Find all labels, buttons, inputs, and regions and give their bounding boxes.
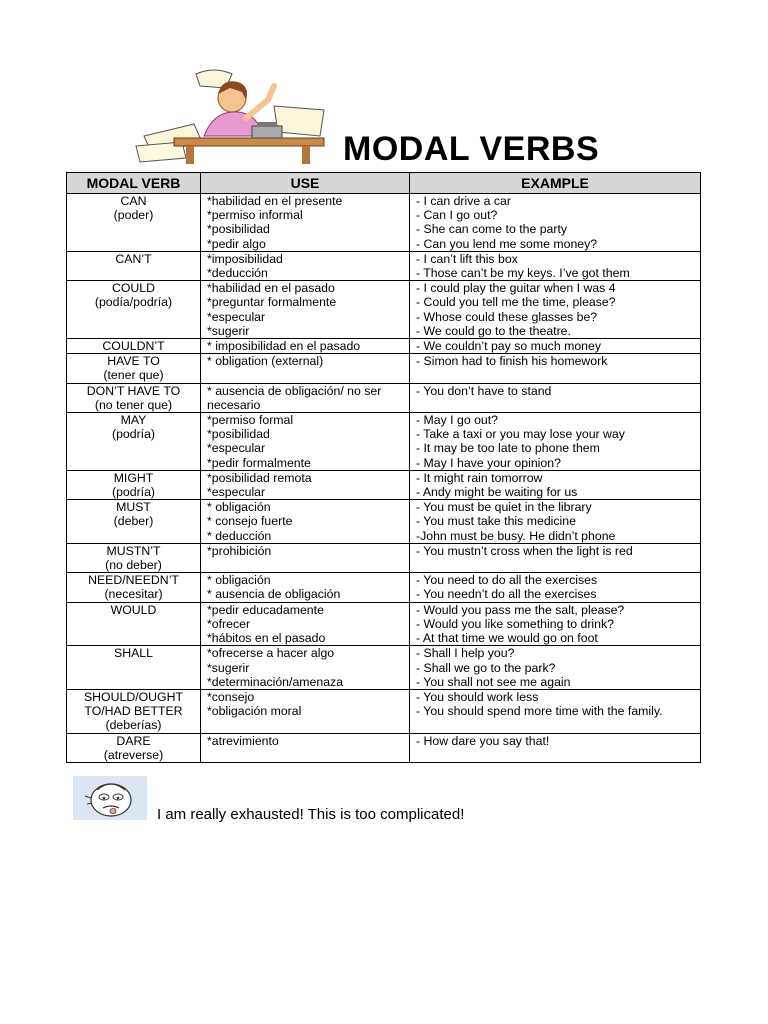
modal-verb-line: (podría) — [111, 485, 156, 500]
use-line: *permiso formal — [207, 413, 294, 428]
use-cell — [201, 354, 410, 383]
use-line: *determinación/amenaza — [207, 674, 344, 689]
example-line: - Simon had to finish his homework — [416, 354, 608, 369]
table-row — [67, 413, 701, 471]
use-cell — [201, 413, 410, 471]
modal-verb-line: TO/HAD BETTER — [84, 704, 183, 719]
use-line: *especular — [207, 441, 266, 456]
use-line: *deducción — [207, 266, 268, 281]
example-line: - Shall we go to the park? — [416, 660, 556, 675]
example-line: - It might rain tomorrow — [416, 470, 543, 485]
modal-verb-line: (atreverse) — [103, 747, 164, 762]
example-line: - We couldn’t pay so much money — [416, 339, 601, 354]
use-line: *especular — [207, 485, 266, 500]
use-line: * deducción — [207, 528, 272, 543]
modal-verb-line: SHALL — [114, 646, 153, 661]
modal-verb-cell — [67, 251, 201, 280]
example-cell — [410, 689, 701, 733]
use-cell — [201, 339, 410, 354]
modal-verb-line: MAY — [120, 413, 147, 428]
example-line: - You mustn’t cross when the light is red — [416, 543, 633, 558]
use-line: * ausencia de obligación — [207, 587, 341, 602]
use-line: *preguntar formalmente — [207, 295, 337, 310]
use-line: *pedir algo — [207, 236, 266, 251]
modal-verb-cell — [67, 281, 201, 339]
use-line: * ausencia de obligación/ no ser — [207, 383, 382, 398]
use-cell — [201, 573, 410, 602]
example-line: - You needn’t do all the exercises — [416, 587, 597, 602]
use-cell — [201, 689, 410, 733]
example-cell — [410, 281, 701, 339]
modal-verb-line: MIGHT — [113, 470, 154, 485]
example-line: - Andy might be waiting for us — [416, 485, 578, 500]
use-cell — [201, 251, 410, 280]
example-cell — [410, 500, 701, 544]
modal-verb-line: (deberías) — [105, 718, 162, 733]
example-line: - You shall not see me again — [416, 674, 571, 689]
use-line: *especular — [207, 309, 266, 324]
modal-verb-line: SHOULD/OUGHT — [83, 689, 184, 704]
use-line: * imposibilidad en el pasado — [207, 339, 361, 354]
modal-verb-cell — [67, 733, 201, 762]
table-row — [67, 339, 701, 354]
example-line: - Can you lend me some money? — [416, 236, 598, 251]
modal-verb-line: (tener que) — [103, 368, 164, 383]
example-line: - Those can’t be my keys. I’ve got them — [416, 266, 630, 281]
example-cell — [410, 354, 701, 383]
example-line: - I can’t lift this box — [416, 251, 518, 266]
example-cell — [410, 602, 701, 646]
modal-verb-cell — [67, 383, 201, 412]
table-row — [67, 573, 701, 602]
example-cell — [410, 413, 701, 471]
example-line: - At that time we would go on foot — [416, 631, 598, 646]
modal-verb-line: COULDN’T — [102, 339, 165, 354]
modal-verb-line: DARE — [116, 733, 151, 748]
example-cell — [410, 573, 701, 602]
example-line: - You must be quiet in the library — [416, 500, 592, 515]
modal-verb-cell — [67, 339, 201, 354]
column-header-use: USE — [201, 173, 410, 194]
modal-verb-line: (podía/podría) — [94, 295, 173, 310]
example-line: - You need to do all the exercises — [416, 573, 598, 588]
use-line: *posibilidad — [207, 427, 270, 442]
table-row — [67, 354, 701, 383]
example-line: - Can I go out? — [416, 208, 498, 223]
table-row — [67, 689, 701, 733]
example-line: - You don’t have to stand — [416, 383, 552, 398]
modal-verb-line: MUSTN’T — [106, 543, 161, 558]
use-line: * obligación — [207, 500, 271, 515]
example-line: - You should work less — [416, 689, 539, 704]
use-line: *ofrecerse a hacer algo — [207, 646, 335, 661]
example-line: - How dare you say that! — [416, 733, 550, 748]
use-line: *imposibilidad — [207, 251, 283, 266]
use-line: *hábitos en el pasado — [207, 631, 326, 646]
modal-verb-line: CAN’T — [115, 251, 152, 266]
use-cell — [201, 194, 410, 252]
use-line: *atrevimiento — [207, 733, 279, 748]
use-line: * obligación — [207, 573, 271, 588]
example-line: - Shall I help you? — [416, 646, 515, 661]
column-header-example: EXAMPLE — [410, 173, 701, 194]
modal-verb-cell — [67, 602, 201, 646]
example-cell — [410, 194, 701, 252]
modal-verb-line: HAVE TO — [107, 354, 160, 369]
example-line: - Would you like something to drink? — [416, 616, 614, 631]
table-row — [67, 543, 701, 572]
example-line: - Could you tell me the time, please? — [416, 295, 616, 310]
example-line: -John must be busy. He didn’t phone — [416, 528, 616, 543]
modal-verb-cell — [67, 646, 201, 690]
modal-verb-line: WOULD — [110, 602, 157, 617]
use-line: *ofrecer — [207, 616, 251, 631]
modal-verb-cell — [67, 413, 201, 471]
example-line: - I could play the guitar when I was 4 — [416, 281, 616, 296]
example-line: - I can drive a car — [416, 194, 511, 208]
table-row — [67, 194, 701, 252]
use-line: *habilidad en el pasado — [207, 281, 335, 296]
use-line: necesario — [207, 397, 261, 412]
example-line: - Would you pass me the salt, please? — [416, 602, 625, 617]
modal-verb-line: DON’T HAVE TO — [86, 383, 181, 398]
table-row — [67, 500, 701, 544]
use-line: *sugerir — [207, 323, 250, 338]
modal-verb-line: (no deber) — [105, 558, 162, 573]
use-line: * obligation (external) — [207, 354, 324, 369]
use-line: *habilidad en el presente — [207, 194, 343, 208]
footer-comment: I am really exhausted! This is too complicated! — [157, 806, 465, 823]
use-cell — [201, 733, 410, 762]
table-header-row — [67, 173, 701, 194]
modal-verbs-table — [66, 172, 701, 763]
table-row — [67, 470, 701, 499]
modal-verb-line: (no tener que) — [94, 397, 173, 412]
modal-verb-cell — [67, 354, 201, 383]
example-line: - May I go out? — [416, 413, 499, 428]
example-cell — [410, 470, 701, 499]
use-line: *pedir educadamente — [207, 602, 324, 617]
use-cell — [201, 602, 410, 646]
example-cell — [410, 383, 701, 412]
use-line: *consejo — [207, 689, 255, 704]
modal-verb-line: MUST — [116, 500, 151, 515]
table-row — [67, 281, 701, 339]
use-line: *posibilidad remota — [207, 470, 312, 485]
example-line: - Take a taxi or you may lose your way — [416, 427, 625, 442]
example-cell — [410, 543, 701, 572]
modal-verb-cell — [67, 689, 201, 733]
modal-verb-line: (deber) — [113, 514, 154, 529]
example-line: - Whose could these glasses be? — [416, 309, 598, 324]
use-line: *posibilidad — [207, 222, 270, 237]
modal-verb-line: (podría) — [111, 427, 156, 442]
use-cell — [201, 470, 410, 499]
modal-verb-line: COULD — [111, 281, 156, 296]
use-cell — [201, 281, 410, 339]
use-line: * consejo fuerte — [207, 514, 293, 529]
modal-verb-cell — [67, 543, 201, 572]
modal-verb-cell — [67, 470, 201, 499]
example-line: - It may be too late to phone them — [416, 441, 600, 456]
use-line: *obligación moral — [207, 704, 302, 719]
use-cell — [201, 383, 410, 412]
page-title: MODAL VERBS — [343, 130, 600, 168]
use-cell — [201, 500, 410, 544]
modal-verb-cell — [67, 573, 201, 602]
table-row — [67, 646, 701, 690]
stressed-student-illustration — [134, 66, 334, 166]
example-cell — [410, 646, 701, 690]
column-header-modal-verb: MODAL VERB — [67, 173, 201, 194]
example-cell — [410, 251, 701, 280]
exhausted-face-illustration — [73, 776, 147, 820]
example-cell — [410, 733, 701, 762]
use-line: *sugerir — [207, 660, 250, 675]
example-line: - She can come to the party — [416, 222, 568, 237]
modal-verb-line: (necesitar) — [104, 587, 163, 602]
modal-verb-line: (poder) — [113, 208, 154, 223]
modal-verb-line: CAN — [120, 194, 147, 208]
modal-verb-cell — [67, 500, 201, 544]
use-line: *prohibición — [207, 543, 272, 558]
example-line: - You should spend more time with the family. — [416, 704, 663, 719]
table-row — [67, 602, 701, 646]
table-row — [67, 733, 701, 762]
example-cell — [410, 339, 701, 354]
example-line: - We could go to the theatre. — [416, 323, 571, 338]
modal-verb-cell — [67, 194, 201, 252]
use-line: *permiso informal — [207, 208, 303, 223]
use-cell — [201, 646, 410, 690]
use-cell — [201, 543, 410, 572]
table-row — [67, 251, 701, 280]
use-line: *pedir formalmente — [207, 455, 311, 470]
modal-verb-line: NEED/NEEDN’T — [88, 573, 179, 588]
example-line: - May I have your opinion? — [416, 455, 561, 470]
example-line: - You must take this medicine — [416, 514, 576, 529]
table-row — [67, 383, 701, 412]
